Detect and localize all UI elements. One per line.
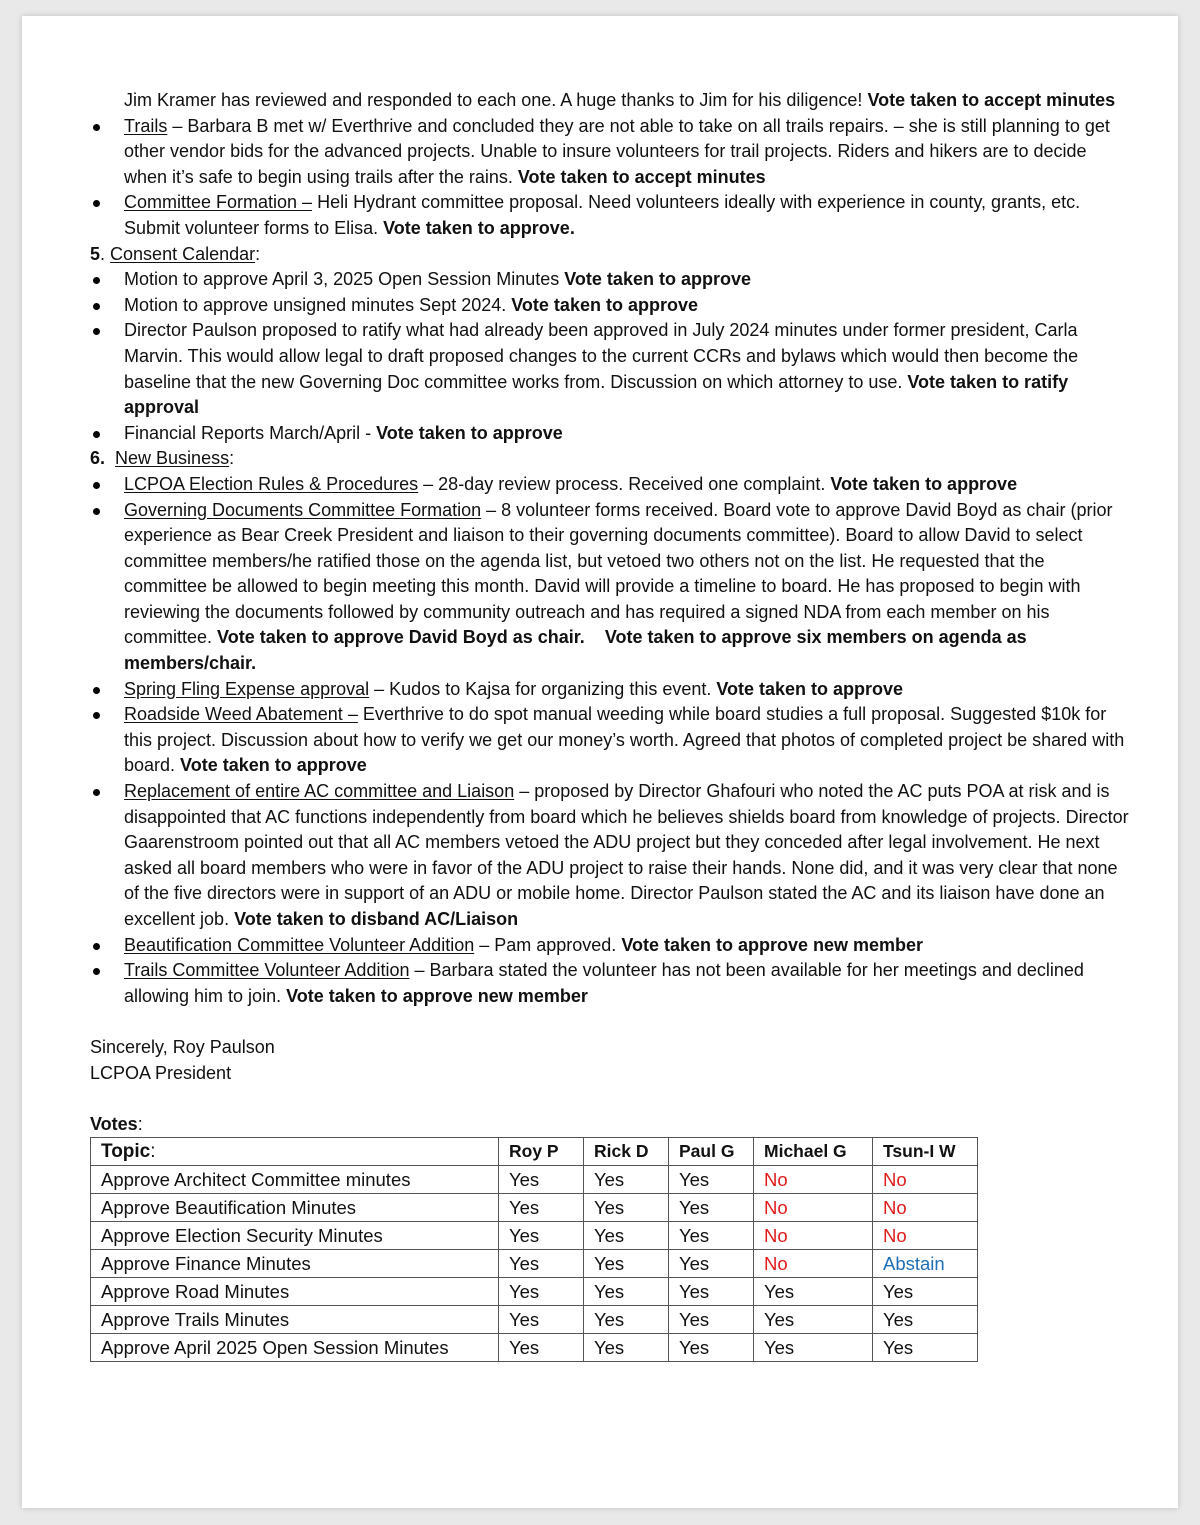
new-business-item: Beautification Committee Volunteer Addition – Pam approved. Vote taken to approve new member [90, 933, 1130, 959]
vote-cell: Yes [499, 1278, 584, 1306]
signature-block [90, 1035, 1130, 1086]
new-business-item: Roadside Weed Abatement – Everthrive to do spot manual weeding while board studies a full proposal. Suggested $10k for this project. Discussion about how to verify we get our money’s worth. Agreed that photos of completed project be shared with board. Vote taken to approve [90, 702, 1130, 779]
votes-header-voter: Michael G [754, 1138, 873, 1166]
new-business-item: Governing Documents Committee Formation – 8 volunteer forms received. Board vote to approve David Boyd as chair (prior experience as Bear Creek President and liaison to their governing documents committee). Board to allow David to select committee members/he ratified those on the agenda list, but vetoed two others not on the list. He requested that the committee be allowed to begin meeting this month. David will provide a timeline to board. He has proposed to begin with reviewing the documents followed by community outreach and has required a signed NDA from each member on his committee. Vote taken to approve David Boyd as chair. Vote taken to approve six members on agenda as members/chair. [90, 498, 1130, 677]
vote-cell: No [754, 1194, 873, 1222]
vote-cell: Yes [584, 1306, 669, 1334]
vote-cell: Yes [754, 1278, 873, 1306]
vote-cell: Yes [584, 1194, 669, 1222]
consent-item: Motion to approve April 3, 2025 Open Session Minutes Vote taken to approve [90, 267, 1130, 293]
votes-header-row [91, 1138, 978, 1166]
table-row [91, 1278, 978, 1306]
table-row [91, 1166, 978, 1194]
table-row [91, 1334, 978, 1362]
votes-header-voter: Paul G [669, 1138, 754, 1166]
vote-cell: No [873, 1166, 978, 1194]
vote-cell: Yes [584, 1250, 669, 1278]
vote-cell: Abstain [873, 1250, 978, 1278]
vote-topic: Approve Architect Committee minutes [91, 1166, 499, 1194]
vote-cell: Yes [584, 1166, 669, 1194]
section-heading-new-business: 6. New Business: [90, 448, 235, 469]
section-heading-consent-calendar: 5. Consent Calendar: [90, 243, 261, 264]
committee-item-formation: Committee Formation – Heli Hydrant committee proposal. Need volunteers ideally with experience in county, grants, etc. Submit volunteer forms to Elisa. Vote taken to approve. [90, 190, 1130, 241]
vote-cell: Yes [754, 1334, 873, 1362]
vote-cell: Yes [499, 1166, 584, 1194]
table-row [91, 1250, 978, 1278]
vote-cell: Yes [669, 1306, 754, 1334]
minutes-body [90, 88, 1130, 1362]
intro-continuation: Jim Kramer has reviewed and responded to each one. A huge thanks to Jim for his diligence! Vote taken to accept minutes [124, 90, 1116, 110]
vote-cell: Yes [669, 1334, 754, 1362]
vote-topic: Approve Election Security Minutes [91, 1222, 499, 1250]
signature-role: LCPOA President [90, 1062, 232, 1083]
vote-topic: Approve Finance Minutes [91, 1250, 499, 1278]
new-business-item: Trails Committee Volunteer Addition – Barbara stated the volunteer has not been available for her meetings and declined allowing him to join. Vote taken to approve new member [90, 958, 1130, 1009]
vote-cell: Yes [499, 1250, 584, 1278]
vote-cell: Yes [754, 1306, 873, 1334]
table-row [91, 1222, 978, 1250]
vote-cell: Yes [873, 1278, 978, 1306]
vote-cell: No [754, 1166, 873, 1194]
new-business-item: Replacement of entire AC committee and Liaison – proposed by Director Ghafouri who noted the AC puts POA at risk and is disappointed that AC functions independently from board which he believes shields board from knowledge of projects. Director Gaarenstroom pointed out that all AC members vetoed the ADU project but they conceded after legal involvement. He next asked all board members who were in favor of the ADU project to raise their hands. None did, and it was very clear that none of the five directors were in support of an ADU or mobile home. Director Paulson stated the AC and its liaison have done an excellent job. Vote taken to disband AC/Liaison [90, 779, 1130, 933]
vote-cell: Yes [873, 1306, 978, 1334]
committee-item-trails: Trails – Barbara B met w/ Everthrive and concluded they are not able to take on all trails repairs. – she is still planning to get other vendor bids for the advanced projects. Unable to insure volunteers for trail projects. Riders and hikers are to decide when it’s safe to begin using trails after the rains. Vote taken to accept minutes [90, 114, 1130, 191]
votes-table [90, 1137, 978, 1362]
votes-header-voter: Tsun-I W [873, 1138, 978, 1166]
vote-cell: Yes [669, 1222, 754, 1250]
vote-cell: Yes [499, 1194, 584, 1222]
vote-cell: Yes [499, 1222, 584, 1250]
vote-cell: No [873, 1194, 978, 1222]
signature-closing: Sincerely, Roy Paulson [90, 1037, 275, 1058]
vote-cell: No [754, 1222, 873, 1250]
vote-cell: Yes [669, 1278, 754, 1306]
vote-cell: Yes [499, 1306, 584, 1334]
vote-cell: Yes [669, 1166, 754, 1194]
vote-cell: Yes [669, 1194, 754, 1222]
vote-topic: Approve April 2025 Open Session Minutes [91, 1334, 499, 1362]
document-page [22, 16, 1178, 1508]
new-business-item: Spring Fling Expense approval – Kudos to Kajsa for organizing this event. Vote taken to approve [90, 677, 1130, 703]
vote-cell: Yes [584, 1222, 669, 1250]
table-row [91, 1194, 978, 1222]
vote-topic: Approve Beautification Minutes [91, 1194, 499, 1222]
vote-cell: No [754, 1250, 873, 1278]
votes-heading: Votes: [90, 1113, 143, 1134]
vote-cell: Yes [669, 1250, 754, 1278]
vote-cell: Yes [584, 1334, 669, 1362]
consent-item: Financial Reports March/April - Vote taken to approve [90, 421, 1130, 447]
votes-header-topic: Topic: [91, 1138, 499, 1166]
new-business-item: LCPOA Election Rules & Procedures – 28-day review process. Received one complaint. Vote taken to approve [90, 472, 1130, 498]
vote-cell: Yes [499, 1334, 584, 1362]
vote-topic: Approve Trails Minutes [91, 1306, 499, 1334]
vote-cell: No [873, 1222, 978, 1250]
vote-cell: Yes [584, 1278, 669, 1306]
consent-item: Director Paulson proposed to ratify what had already been approved in July 2024 minutes under former president, Carla Marvin. This would allow legal to draft proposed changes to the current CCRs and bylaws which would then become the baseline that the new Governing Doc committee works from. Discussion on which attorney to use. Vote taken to ratify approval [90, 318, 1130, 420]
vote-topic: Approve Road Minutes [91, 1278, 499, 1306]
votes-header-voter: Rick D [584, 1138, 669, 1166]
table-row [91, 1306, 978, 1334]
vote-cell: Yes [873, 1334, 978, 1362]
consent-item: Motion to approve unsigned minutes Sept 2024. Vote taken to approve [90, 293, 1130, 319]
votes-header-voter: Roy P [499, 1138, 584, 1166]
